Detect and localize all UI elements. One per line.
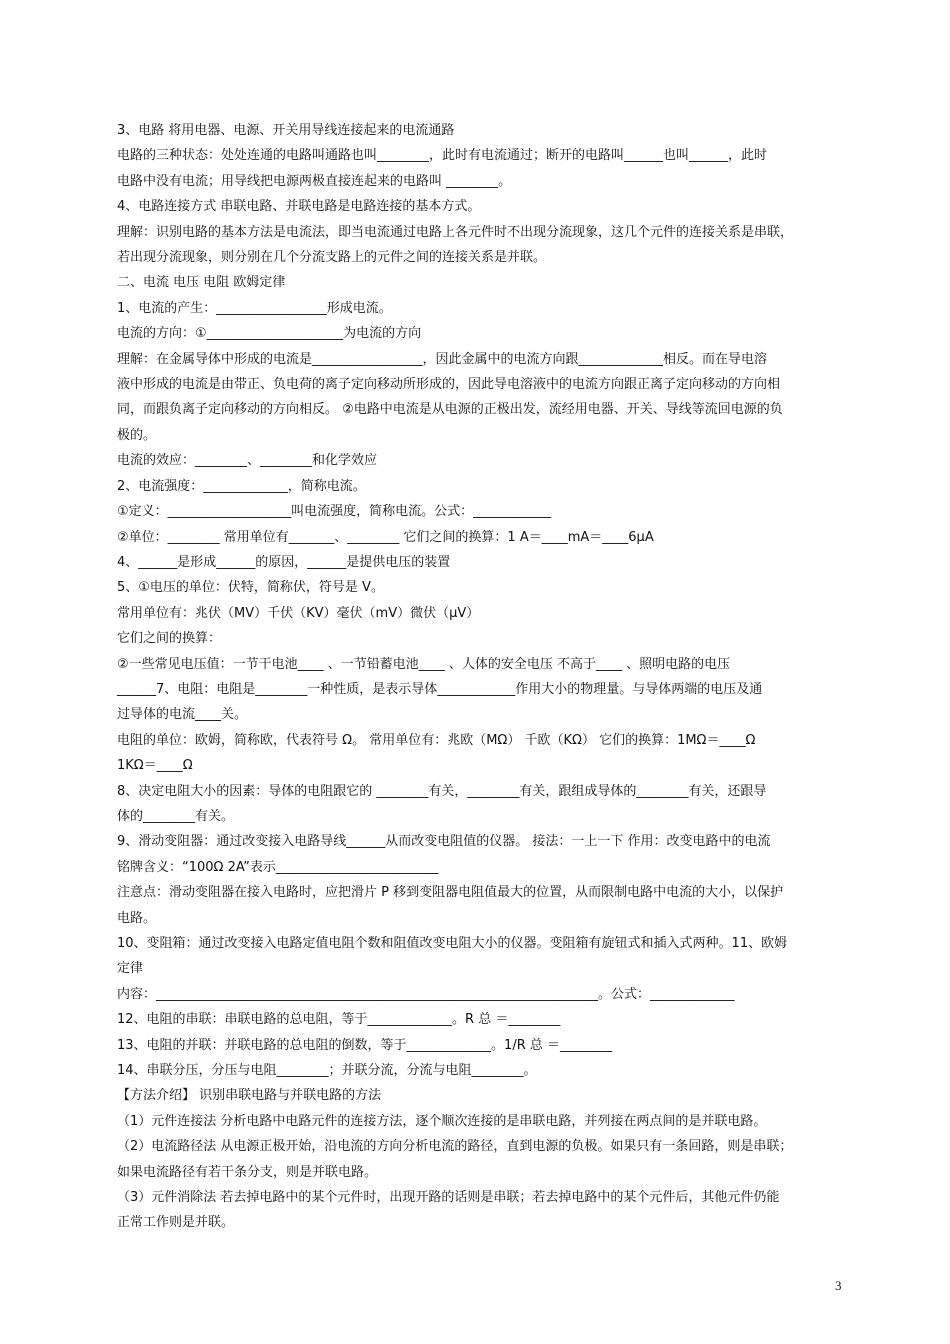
text-line: 它们之间的换算：	[117, 631, 222, 647]
text-line: 10、变阻箱：通过改变接入电路定值电阻个数和阻值改变电阻大小的仪器。变阻箱有旋钮式和插入式两种。11、欧姆	[117, 936, 788, 951]
text-line: 体的________有关。	[117, 808, 235, 824]
text-line: 若出现分流现象，则分别在几个分流支路上的元件之间的连接关系是并联。	[117, 250, 547, 266]
text-line: 理解：识别电路的基本方法是电流法，即当电流通过电路上各元件时不出现分流现象，这几个元件的连接关系是串联，	[117, 224, 794, 240]
document-body	[117, 118, 850, 1236]
text-line: 常用单位有：兆伏（MV）千伏（KV）毫伏（mV）微伏（μV）	[117, 605, 480, 621]
text-line: ①定义：___________________叫电流强度，简称电流。公式：____________	[117, 504, 552, 520]
text-line: ②单位：________ 常用单位有_______、________ 它们之间的换算：1 A＝____mA＝____6μA	[117, 529, 654, 545]
text-line: 13、电阻的并联：并联电路的总电阻的倒数，等于_____________。1/R 总 ＝________	[117, 1037, 612, 1053]
text-line: 1KΩ＝____Ω	[117, 758, 193, 774]
text-line: ______7、电阻：电阻是________一种性质，是表示导体____________作用大小的物理量。与导体两端的电压及通	[117, 681, 763, 697]
text-line: 注意点：滑动变阻器在接入电路时，应把滑片 P 移到变阻器电阻值最大的位置，从而限制电路中电流的大小，以保护	[117, 885, 784, 901]
text-line: 过导体的电流____关。	[117, 707, 248, 723]
text-line: 正常工作则是并联。	[117, 1215, 235, 1231]
text-line: （3）元件消除法 若去掉电路中的某个元件时，出现开路的话则是串联；若去掉电路中的某个元件后，其他元件仍能	[117, 1190, 780, 1206]
text-line: 电路。	[117, 910, 157, 926]
text-line: 8、决定电阻大小的因素：导体的电阻跟它的 ________有关，________有关，跟组成导体的________有关，还跟导	[117, 783, 767, 799]
text-line: 理解：在金属导体中形成的电流是_________________，因此金属中的电流方向跟_____________相反。而在导电溶	[117, 351, 768, 367]
text-line: 3、电路 将用电器、电源、开关用导线连接起来的电流通路	[117, 123, 455, 138]
text-line: 1、电流的产生：_________________形成电流。	[117, 300, 392, 316]
text-line: 极的。	[117, 427, 157, 443]
text-line: 如果电流路径有若干条分支，则是并联电路。	[117, 1164, 378, 1180]
text-line: 9、滑动变阻器：通过改变接入电路导线______从而改变电阻值的仪器。 接法：一上一下 作用：改变电路中的电流	[117, 834, 771, 850]
text-line: 电路的三种状态：处处连通的电路叫通路也叫________，此时有电流通过；断开的电路叫______也叫______，此时	[117, 148, 768, 164]
text-line: 电流的效应：________、________和化学效应	[117, 453, 378, 469]
text-line: （2）电流路径法 从电源正极开始，沿电流的方向分析电流的路径，直到电源的负极。如果只有一条回路，则是串联；	[117, 1139, 793, 1155]
section-heading: 【方法介绍】 识别串联电路与并联电路的方法	[117, 1088, 382, 1104]
text-line: 铭牌含义：“100Ω 2A”表示_________________________	[117, 859, 439, 875]
text-line: ②一些常见电压值：一节干电池____ 、一节铅蓄电池____ 、人体的安全电压 不高于____ 、照明电路的电压	[117, 656, 731, 672]
text-line: 电流的方向：①_____________________为电流的方向	[117, 326, 422, 342]
text-line: 液中形成的电流是由带正、负电荷的离子定向移动所形成的，因此导电溶液中的电流方向跟正离子定向移动的方向相	[117, 377, 781, 393]
text-line: 2、电流强度：_____________，简称电流。	[117, 478, 366, 494]
text-line: 电路中没有电流；用导线把电源两极直接连起来的电路叫 ________。	[117, 173, 512, 189]
text-line: （1）元件连接法 分析电路中电路元件的连接方法，逐个顺次连接的是串联电路，并列接在两点间的是并联电路。	[117, 1113, 767, 1129]
text-line: 同，而跟负离子定向移动的方向相反。 ②电路中电流是从电源的正极出发，流经用电器、开关、导线等流回电源的负	[117, 402, 783, 418]
text-line: 5、①电压的单位：伏特，简称伏，符号是 V。	[117, 580, 384, 596]
text-line: 4、电路连接方式 串联电路、并联电路是电路连接的基本方式。	[117, 199, 481, 215]
text-line: 定律	[117, 961, 144, 977]
page-number: 3	[835, 1278, 842, 1293]
text-line: 电阻的单位：欧姆，简称欧，代表符号 Ω。 常用单位有：兆欧（MΩ） 千欧（KΩ） 它们的换算：1MΩ＝____Ω	[117, 732, 756, 748]
text-line: 4、______是形成______的原因，______是提供电压的装置	[117, 554, 451, 570]
text-line: 14、串联分压，分压与电阻________；并联分流，分流与电阻________。	[117, 1063, 537, 1079]
text-line: 内容：____________________________________________________________________。公式：_____________	[117, 986, 735, 1002]
section-heading: 二、电流 电压 电阻 欧姆定律	[117, 275, 286, 291]
text-line: 12、电阻的串联：串联电路的总电阻，等于_____________。R 总 ＝________	[117, 1012, 561, 1028]
